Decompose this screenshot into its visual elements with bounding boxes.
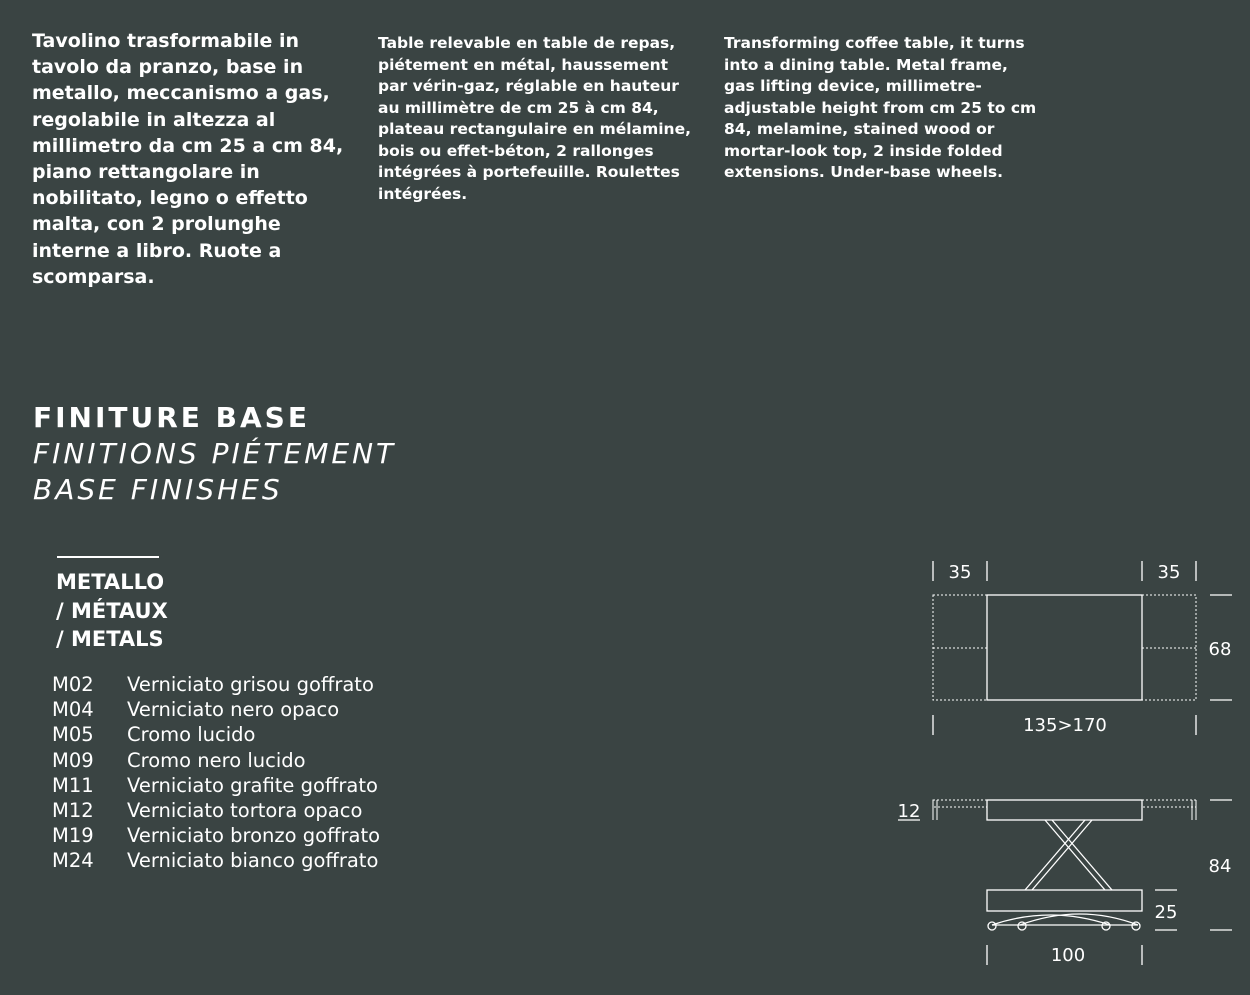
finishes-title-it: FINITURE BASE [33, 401, 310, 434]
metals-heading [56, 568, 168, 654]
finish-row [52, 823, 380, 848]
description-english: Transforming coffee table, it turns into a dining table. Metal frame, gas lifting device, millimetre-adjustable height from cm 25 to cm 84, melamine, stained wood or mortar-look top, 2 inside folded extensions. Under-base wheels. [724, 34, 1037, 181]
dim-min-height: 25 [1154, 902, 1178, 923]
dim-length: 135>170 [1023, 715, 1107, 736]
finish-code: M09 [52, 748, 94, 772]
metals-heading-en: / METALS [56, 627, 164, 651]
finish-name: Verniciato bianco goffrato [127, 849, 379, 873]
finish-name: Verniciato grafite goffrato [127, 773, 378, 797]
finish-row [52, 672, 380, 697]
finish-name: Verniciato bronzo goffrato [127, 824, 381, 848]
finish-list [52, 672, 380, 874]
finish-row [52, 773, 380, 798]
finish-name: Verniciato grisou goffrato [127, 673, 374, 696]
finish-name: Verniciato tortora opaco [127, 799, 363, 823]
finish-code: M05 [52, 723, 94, 747]
metals-heading-it: METALLO [56, 570, 165, 594]
dim-depth: 68 [1208, 639, 1232, 660]
dim-extension-right: 35 [1157, 562, 1181, 583]
finish-code: M02 [52, 673, 94, 696]
finish-row [52, 697, 380, 722]
finish-name: Verniciato nero opaco [127, 698, 340, 722]
finishes-title [33, 400, 396, 508]
finish-name: Cromo lucido [127, 723, 256, 747]
dim-base-length: 100 [1050, 945, 1086, 966]
dim-top-thickness: 12 [897, 801, 921, 822]
finish-row [52, 722, 380, 747]
finish-code: M19 [52, 824, 94, 848]
metals-divider [57, 556, 159, 558]
dim-extension-left: 35 [948, 562, 972, 583]
finish-code: M04 [52, 698, 94, 722]
finish-row [52, 798, 380, 823]
finish-row [52, 748, 380, 773]
description-french: Table relevable en table de repas, piétement en métal, haussement par vérin-gaz, réglable en hauteur au millimètre de cm 25 à cm 84, plateau rectangulaire en mélamine, bois ou effet-béton, 2 rallonges intégrées à portefeuille. Roulettes intégrées. [378, 34, 691, 203]
metals-heading-fr: / MÉTAUX [56, 598, 168, 623]
table-dimension-drawing [880, 545, 1250, 985]
dim-max-height: 84 [1208, 856, 1232, 877]
finish-code: M24 [52, 849, 94, 873]
description-italian: Tavolino trasformabile in tavolo da pranzo, base in metallo, meccanismo a gas, regolabile in altezza al millimetro da cm 25 a cm 84, piano rettangolare in nobilitato, legno o effetto malta, con 2 prolunghe interne a libro. Ruote a scomparsa. [32, 30, 344, 288]
finish-row [52, 848, 380, 873]
finishes-title-fr: FINITIONS PIÉTEMENT [33, 437, 397, 470]
finish-name: Cromo nero lucido [127, 748, 306, 772]
finish-code: M12 [52, 799, 94, 823]
finishes-title-en: BASE FINISHES [33, 473, 283, 506]
finish-code: M11 [52, 773, 94, 797]
